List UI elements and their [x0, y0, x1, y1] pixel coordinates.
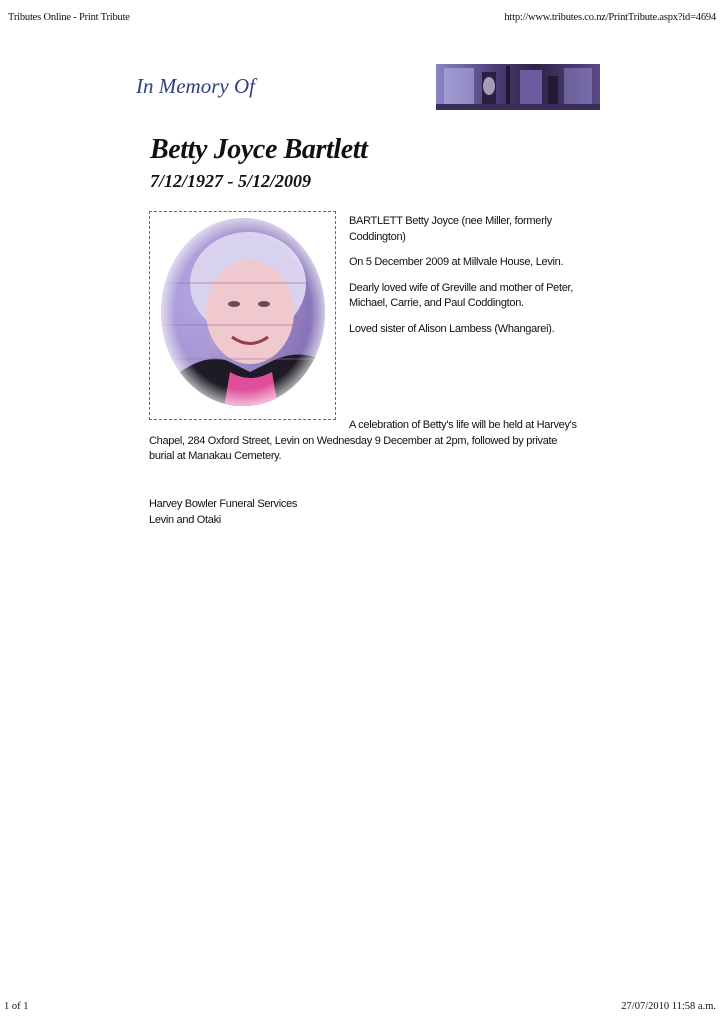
funeral-director — [149, 497, 449, 528]
funeral-director-name: Harvey Bowler Funeral Services — [149, 498, 298, 510]
life-dates: 7/12/1927 - 5/12/2009 — [150, 171, 311, 191]
browser-page-url: http://www.tributes.co.nz/PrintTribute.aspx?id=4694 — [504, 12, 716, 23]
notice-paragraph: On 5 December 2009 at Millvale House, Levin. — [349, 256, 564, 268]
notice-text-column — [349, 214, 574, 347]
notice-paragraph: Loved sister of Alison Lambess (Whangarei). — [349, 322, 555, 335]
notice-paragraph: BARTLETT Betty Joyce (nee Miller, formerly Coddington) — [349, 215, 552, 243]
browser-page-title: Tributes Online - Print Tribute — [8, 12, 130, 23]
page-number: 1 of 1 — [4, 1001, 29, 1012]
deceased-name: Betty Joyce Bartlett — [150, 134, 368, 165]
notice-paragraph: Dearly loved wife of Greville and mother of Peter, Michael, Carrie, and Paul Coddington. — [349, 281, 574, 309]
funeral-director-location: Levin and Otaki — [149, 513, 221, 526]
decorative-banner-image — [436, 64, 600, 110]
print-timestamp: 27/07/2010 11:58 a.m. — [621, 1001, 716, 1012]
celebration-paragraph: A celebration of Betty's life will be held at Harvey's Chapel, 284 Oxford Street, Levin on Wednesday 9 December at 2pm, followed by private burial at Manakau Cemetery. — [149, 419, 577, 462]
portrait-photo — [149, 211, 336, 420]
in-memory-heading: In Memory Of — [136, 74, 255, 98]
